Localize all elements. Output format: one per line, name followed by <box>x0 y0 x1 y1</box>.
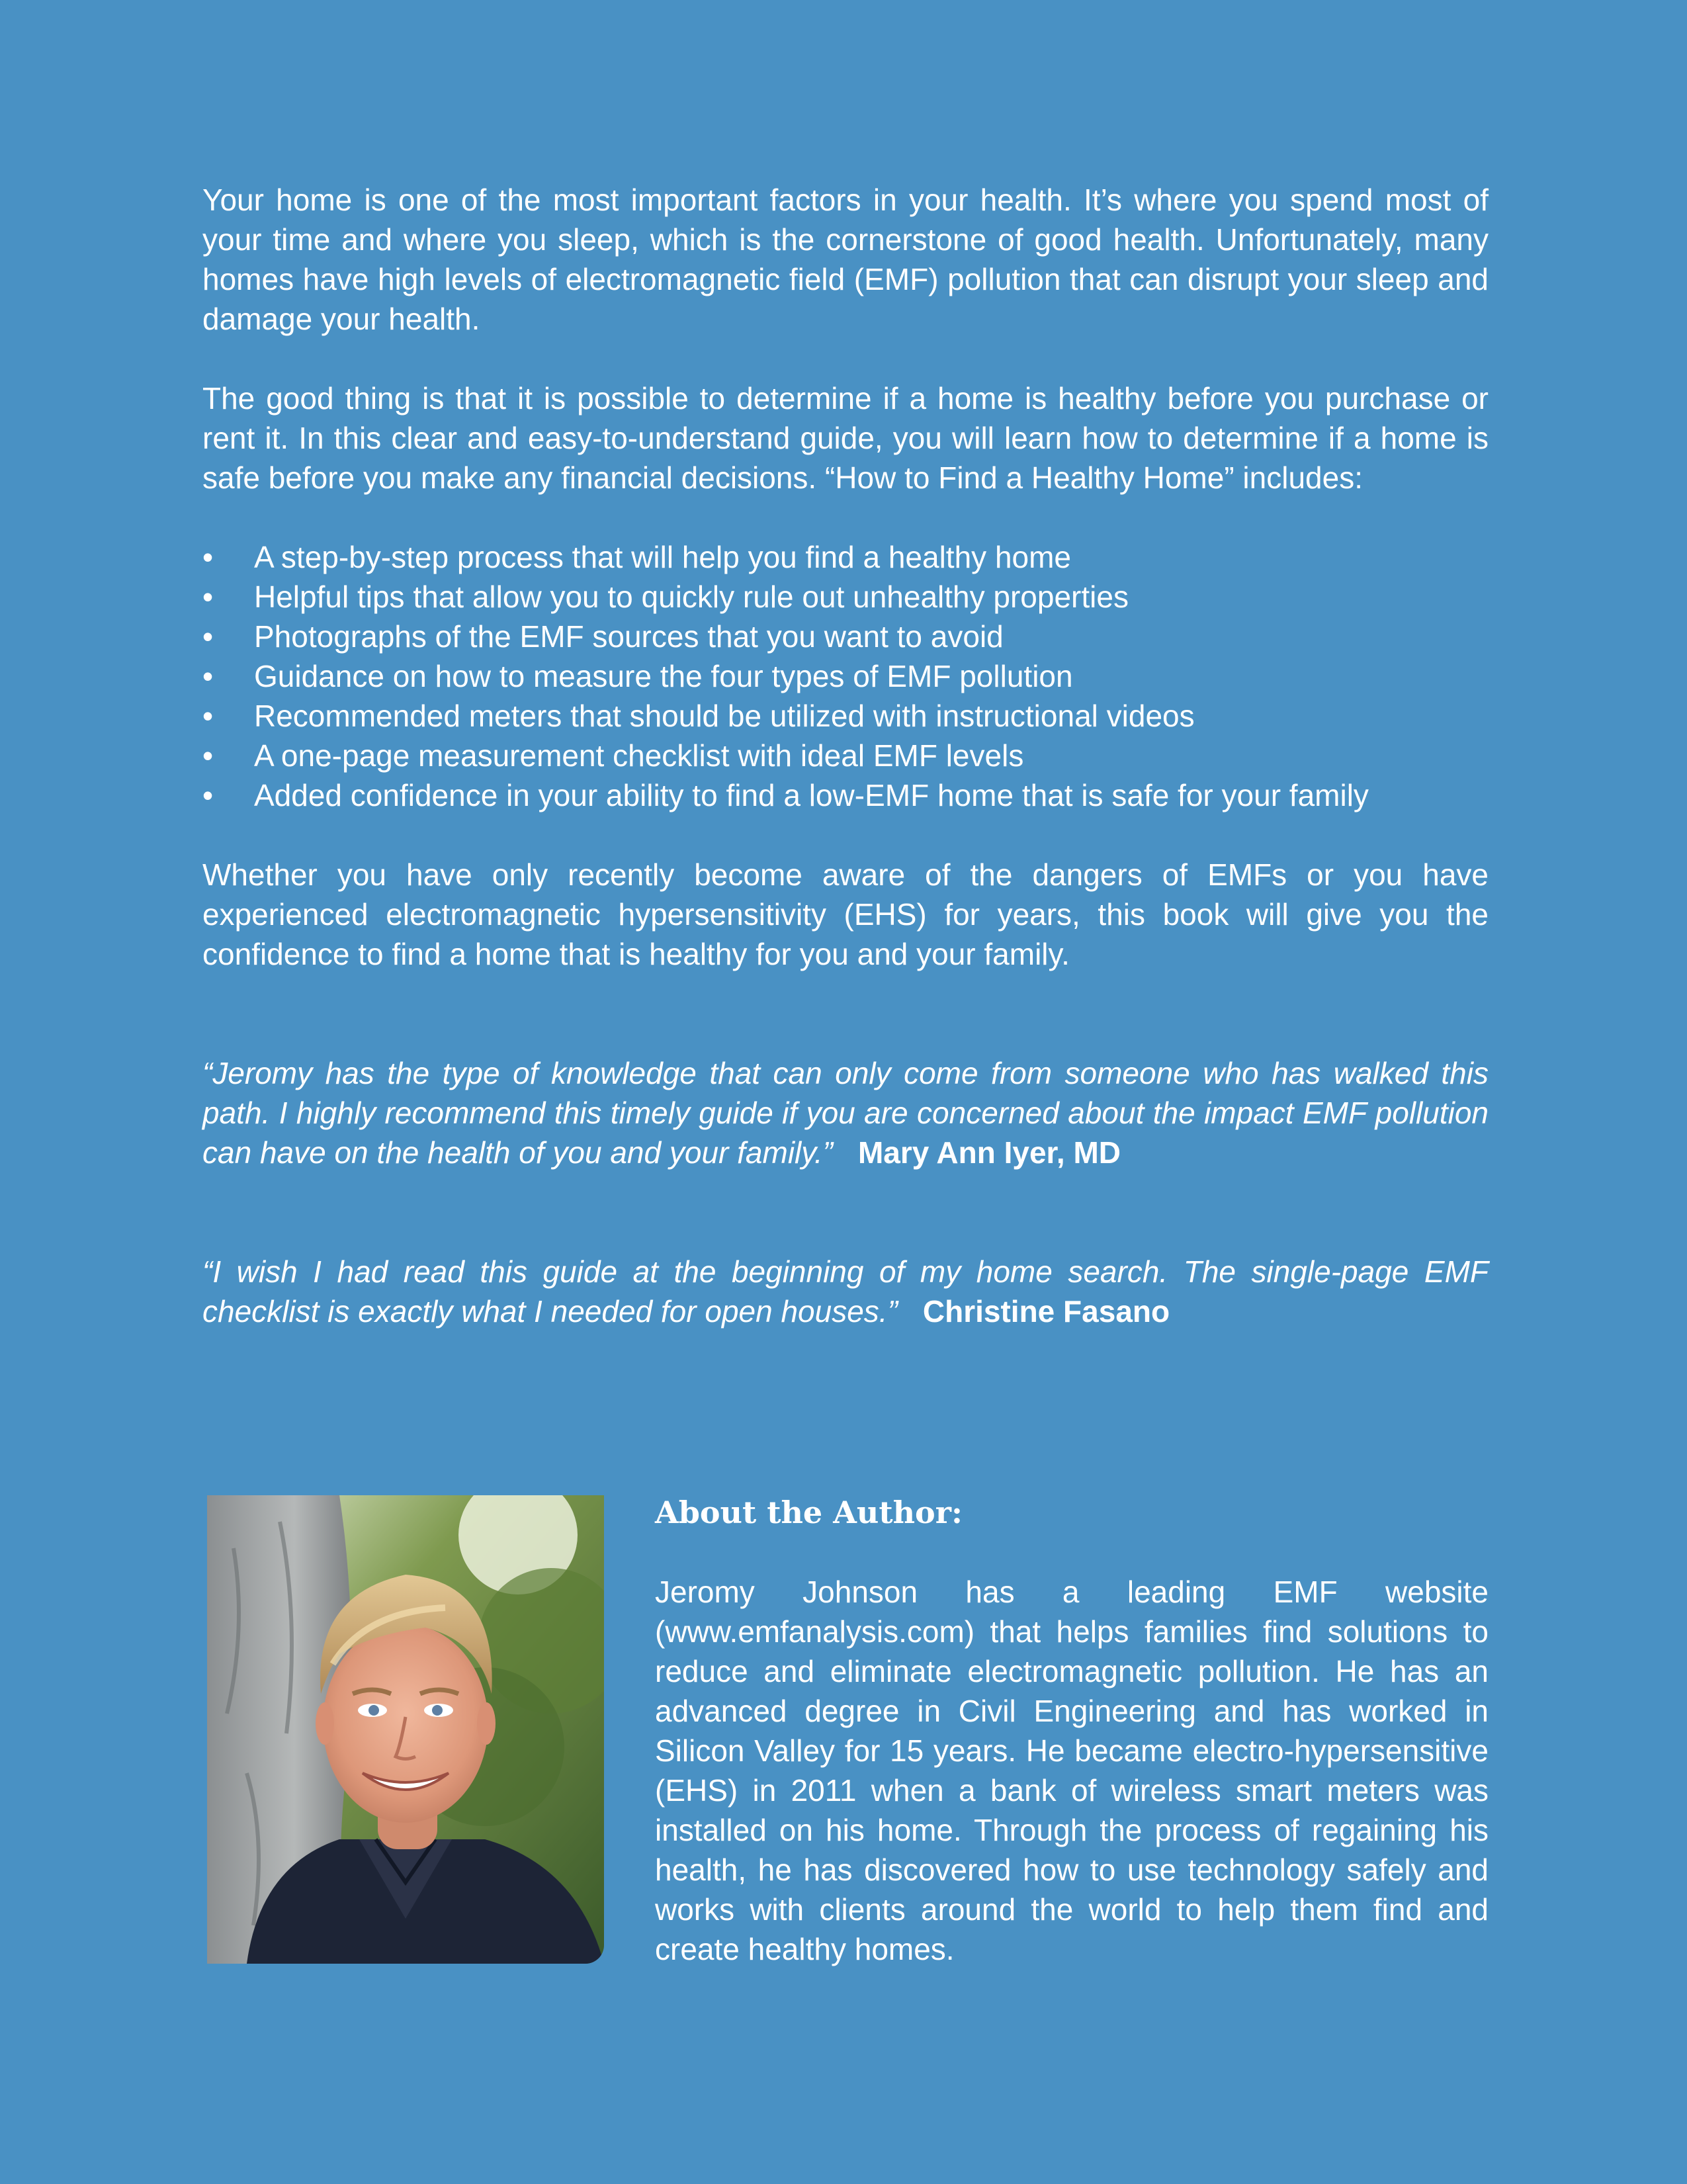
bullet-icon: • <box>202 580 214 614</box>
about-author-heading: About the Author: <box>655 1495 963 1530</box>
feature-text: Photographs of the EMF sources that you want to avoid <box>254 619 1004 654</box>
list-item <box>202 537 1489 577</box>
feature-text: Guidance on how to measure the four types of EMF pollution <box>254 659 1073 693</box>
testimonial-2 <box>202 1252 1489 1331</box>
list-item <box>202 736 1489 775</box>
bullet-icon: • <box>202 540 214 574</box>
intro-paragraph-1: Your home is one of the most important factors in your health. It’s where you spend most of your time and where you sleep, which is the cornerstone of good health. Unfortunately, many homes have high levels of electromagnetic field (EMF) pollution that can disrupt your sleep and damage your health. <box>202 183 1489 336</box>
feature-text: Recommended meters that should be utilized with instructional videos <box>254 699 1195 733</box>
feature-text: A step-by-step process that will help you find a healthy home <box>254 540 1072 574</box>
testimonial-author: Christine Fasano <box>922 1294 1170 1329</box>
about-author-section <box>655 1493 1489 1969</box>
description-section <box>202 180 1489 1331</box>
list-item <box>202 656 1489 696</box>
feature-list <box>202 537 1489 815</box>
list-item <box>202 775 1489 815</box>
feature-text: A one-page measurement checklist with ideal EMF levels <box>254 738 1024 773</box>
testimonial-1 <box>202 1053 1489 1172</box>
about-author-body: Jeromy Johnson has a leading EMF website (www.emfanalysis.com) that helps families find solutions to reduce and eliminate electromagnetic pollution. He has an advanced degree in Civil Engineering and has worked in Silicon Valley for 15 years. He became electro-hypersensitive (EHS) in 2011 when a bank of wireless smart meters was installed on his home. Through the process of regaining his health, he has discovered how to use technology safely and works with clients around the world to help them find and create healthy homes. <box>655 1575 1489 1966</box>
intro-paragraph-2: The good thing is that it is possible to determine if a home is healthy before you purchase or rent it. In this clear and easy-to-understand guide, you will learn how to determine if a home is safe before you make any financial decisions. “How to Find a Healthy Home” includes: <box>202 381 1489 495</box>
closing-paragraph: Whether you have only recently become aware of the dangers of EMFs or you have experienced electromagnetic hypersensitivity (EHS) for years, this book will give you the confidence to find a home that is healthy for you and your family. <box>202 857 1489 971</box>
testimonial-author: Mary Ann Iyer, MD <box>857 1135 1121 1170</box>
testimonial-quote: “Jeromy has the type of knowledge that can only come from someone who has walked this path. I highly recommend this timely guide if you are concerned about the impact EMF pollution can have on the health of you and your family.” <box>202 1056 1489 1170</box>
feature-text: Helpful tips that allow you to quickly rule out unhealthy properties <box>254 580 1129 614</box>
bullet-icon: • <box>202 619 214 654</box>
bullet-icon: • <box>202 738 214 773</box>
author-photo <box>207 1495 604 1964</box>
bullet-icon: • <box>202 699 214 733</box>
bullet-icon: • <box>202 778 214 812</box>
list-item <box>202 577 1489 617</box>
bullet-icon: • <box>202 659 214 693</box>
feature-text: Added confidence in your ability to find a low-EMF home that is safe for your family <box>254 778 1369 812</box>
list-item <box>202 696 1489 736</box>
list-item <box>202 617 1489 656</box>
testimonial-quote: “I wish I had read this guide at the beginning of my home search. The single-page EMF checklist is exactly what I needed for open houses.” <box>202 1254 1489 1329</box>
author-portrait-icon <box>207 1495 604 1964</box>
